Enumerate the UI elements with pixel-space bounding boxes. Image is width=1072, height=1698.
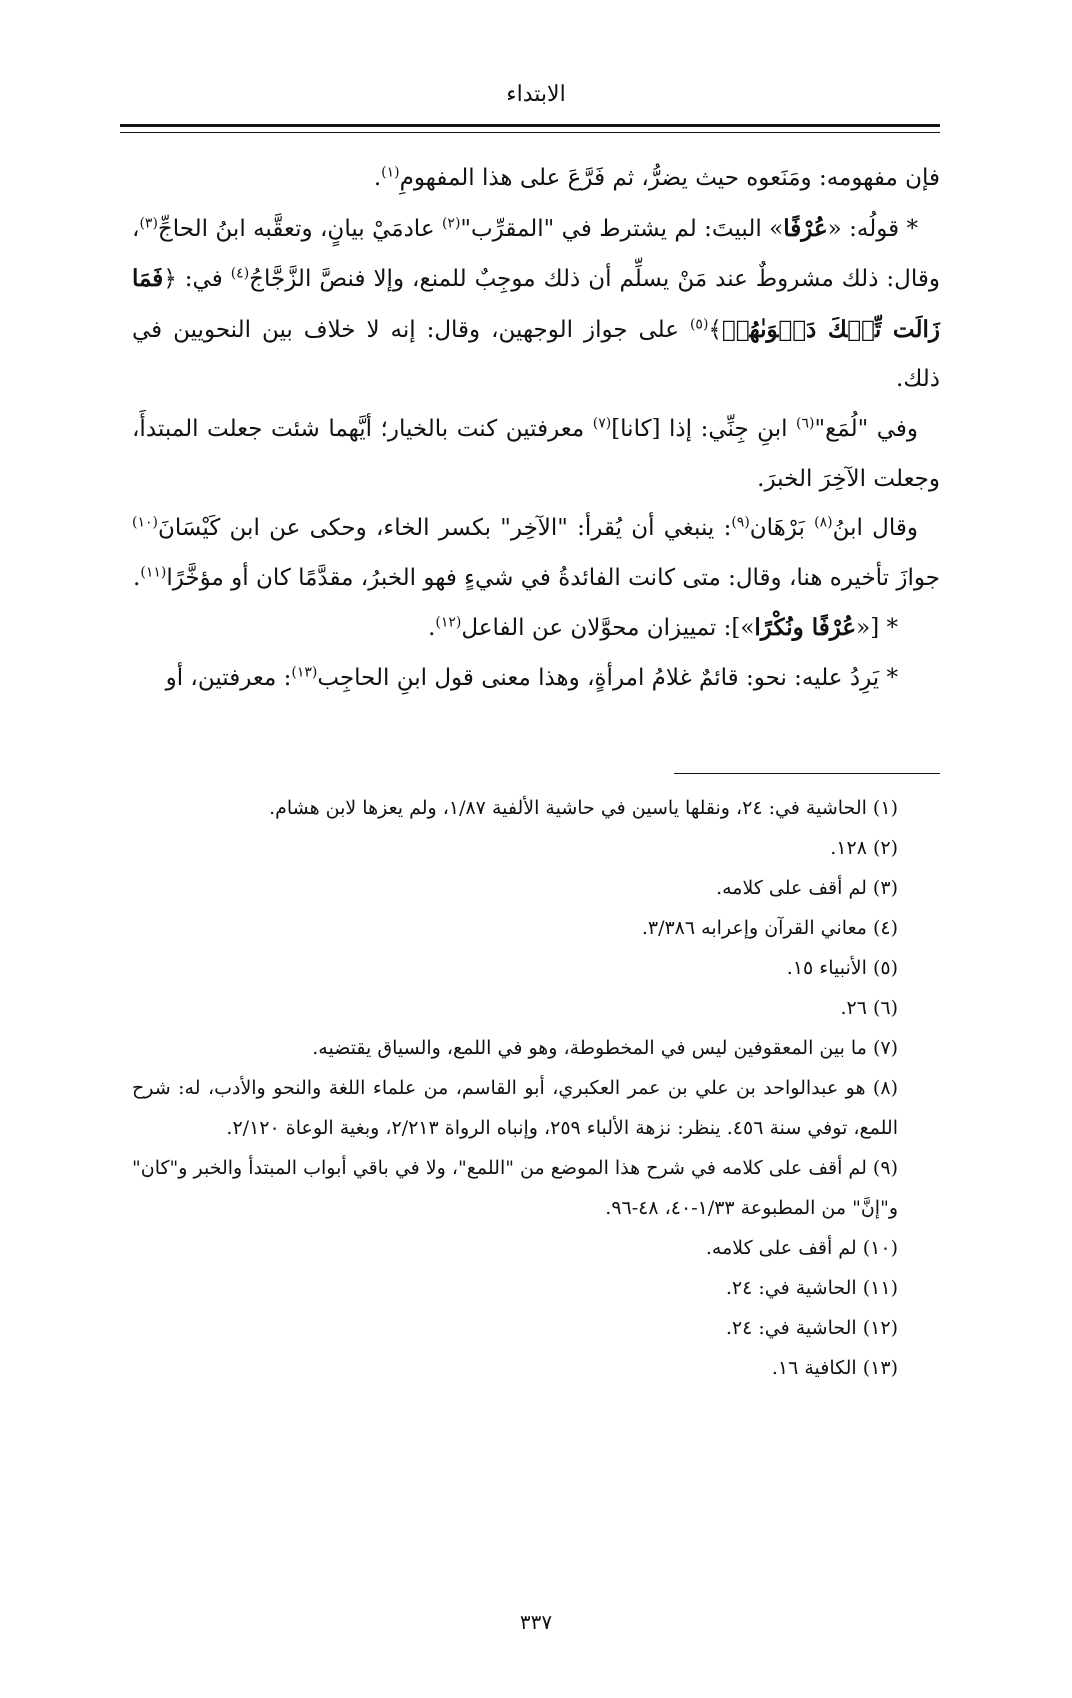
p2-d: عادمَيْ بيانٍ، وتعقَّبه ابنُ الحاجِّ [157, 215, 442, 242]
footnote-1: (١) الحاشية في: ٢٤، ونقلها ياسين في حاشية الألفية ١/٨٧، ولم يعزها لابن هشام. [269, 797, 898, 819]
running-header: الابتداء [506, 82, 566, 107]
p2-h: ﴾ [708, 316, 722, 343]
footnote-ref-6: (٦) [796, 415, 815, 432]
footnote-12: (١٢) الحاشية في: ٢٤. [725, 1317, 898, 1339]
p4-b: بَرْهَان [749, 515, 815, 542]
p3-b: ابنِ جِنِّي: إذا [كانا] [611, 415, 797, 442]
footnote-9: (٩) لم أقف على كلامه في شرح هذا الموضع من "اللمع"، ولا في باقي أبواب المبتدأ والخبر و"كان" و"إنَّ" من المطبوعة ١/٣٣-٤٠، ٤٨-٩٦. [132, 1157, 898, 1219]
footnote-ref-7: (٧) [592, 415, 612, 432]
main-text [132, 154, 940, 704]
footnote-7: (٧) ما بين المعقوفين ليس في المخطوطة، وهو في اللمع، والسياق يقتضيه. [312, 1037, 898, 1059]
footnote-ref-8: (٨) [814, 514, 833, 531]
footnote-ref-3: (٣) [139, 214, 158, 231]
header-rule-thick [120, 124, 940, 127]
footnote-11: (١١) الحاشية في: ٢٤. [725, 1277, 898, 1299]
paragraph-1 [132, 154, 940, 204]
p4-c: : ينبغي أن يُقرأ: "الآخِر" بكسر الخاء، وحكى عن ابن كَيْسَانَ [157, 515, 732, 542]
p5-c: »]: تمييزان محوَّلان عن الفاعل [461, 615, 755, 642]
p6-b: : معرفتين، أو [165, 664, 292, 691]
footnote-ref-12: (١٢) [435, 614, 462, 631]
p6-a: * يَرِدُ عليه: نحو: قائمٌ غلامُ امرأةٍ، وهذا معنى قول ابنِ الحاجِب [317, 664, 898, 691]
p4-a: وقال ابنُ [832, 515, 918, 542]
footnote-4: (٤) معاني القرآن وإعرابه ٣/٣٨٦. [641, 917, 898, 939]
paragraph-4 [132, 504, 940, 603]
footnotes [132, 788, 940, 1388]
footnote-ref-9: (٩) [731, 514, 750, 531]
header-rule-thin [120, 132, 940, 133]
p3-c: معرفتين كنت بالخيار؛ أيَّهما شئت جعلت المبتدأَ، وجعلت الآخِرَ الخبرَ. [132, 415, 940, 492]
footnote-ref-10: (١٠) [132, 514, 158, 531]
paragraph-6 [132, 654, 940, 704]
quran-verse: فَمَا زَالَت تِّلۡكَ دَعۡوَىٰهُمۡ [132, 265, 940, 343]
footnote-ref-11: (١١) [140, 564, 167, 581]
footnote-10: (١٠) لم أقف على كلامه. [705, 1237, 898, 1259]
footnote-2: (٢) ١٢٨. [830, 837, 898, 859]
paragraph-2 [132, 204, 940, 405]
footnote-ref-1: (١) [381, 164, 400, 181]
footnote-13: (١٣) الكافية ١٦. [771, 1357, 898, 1379]
p1-end: . [373, 165, 382, 191]
page-number: ٣٣٧ [519, 1610, 553, 1634]
p5-term-bold: عُرْفًا ونُكْرًا [754, 614, 857, 642]
p4-d: جوازَ تأخيره هنا، وقال: متى كانت الفائدةُ في شيءٍ فهو الخبرُ، مقدَّمًا كان أو مؤخَّرًا [166, 564, 940, 591]
footnote-ref-5: (٥) [689, 316, 709, 333]
p2-i: على جواز الوجهين، وقال: إنه لا خلاف بين النحويين في ذلك. [132, 316, 940, 393]
footnote-8: (٨) هو عبدالواحد بن علي بن عمر العكبري، أبو القاسم، من علماء اللغة والنحو والأدب، له: شرح اللمع، توفي سنة ٤٥٦. ينظر: نزهة الألباء ٢٥٩، وإنباه الرواة ٢/٢١٣، وبغية الوعاة ٢/١٢٠. [132, 1077, 898, 1139]
p2-f: في: ﴿ [163, 266, 231, 293]
footnote-6: (٦) ٢٦. [840, 997, 898, 1019]
paragraph-5 [132, 603, 940, 654]
p3-a: وفي "لُمَع" [814, 415, 918, 442]
paragraph-3 [132, 405, 940, 504]
p4-e: . [133, 564, 141, 591]
footnote-ref-13: (١٣) [291, 664, 318, 681]
p5-a: * [« [856, 615, 898, 642]
p2-c: » البيتَ: لم يشترط في "المقرِّب" [460, 215, 784, 242]
footnote-3: (٣) لم أقف على كلامه. [716, 877, 898, 899]
footnote-5: (٥) الأنبياء ١٥. [786, 957, 898, 979]
footnote-separator [674, 773, 940, 774]
p2-a: * قولُه: « [827, 215, 919, 242]
p2-e: ، وقال: ذلك مشروطٌ عند مَنْ يسلِّم أن ذلك موجِبٌ للمنع، وإلا فنصَّ الزَّجَّاجُ [132, 215, 940, 293]
footnote-ref-4: (٤) [230, 265, 250, 282]
p1-text: فإن مفهومه: ومَنَعوه حيث يضرُّ، ثم فَرَّعَ على هذا المفهومِ [399, 165, 940, 191]
p5-d: . [428, 615, 436, 642]
footnote-ref-2: (٢) [441, 214, 461, 231]
p2-term-bold: عُرْفًا [783, 214, 828, 242]
